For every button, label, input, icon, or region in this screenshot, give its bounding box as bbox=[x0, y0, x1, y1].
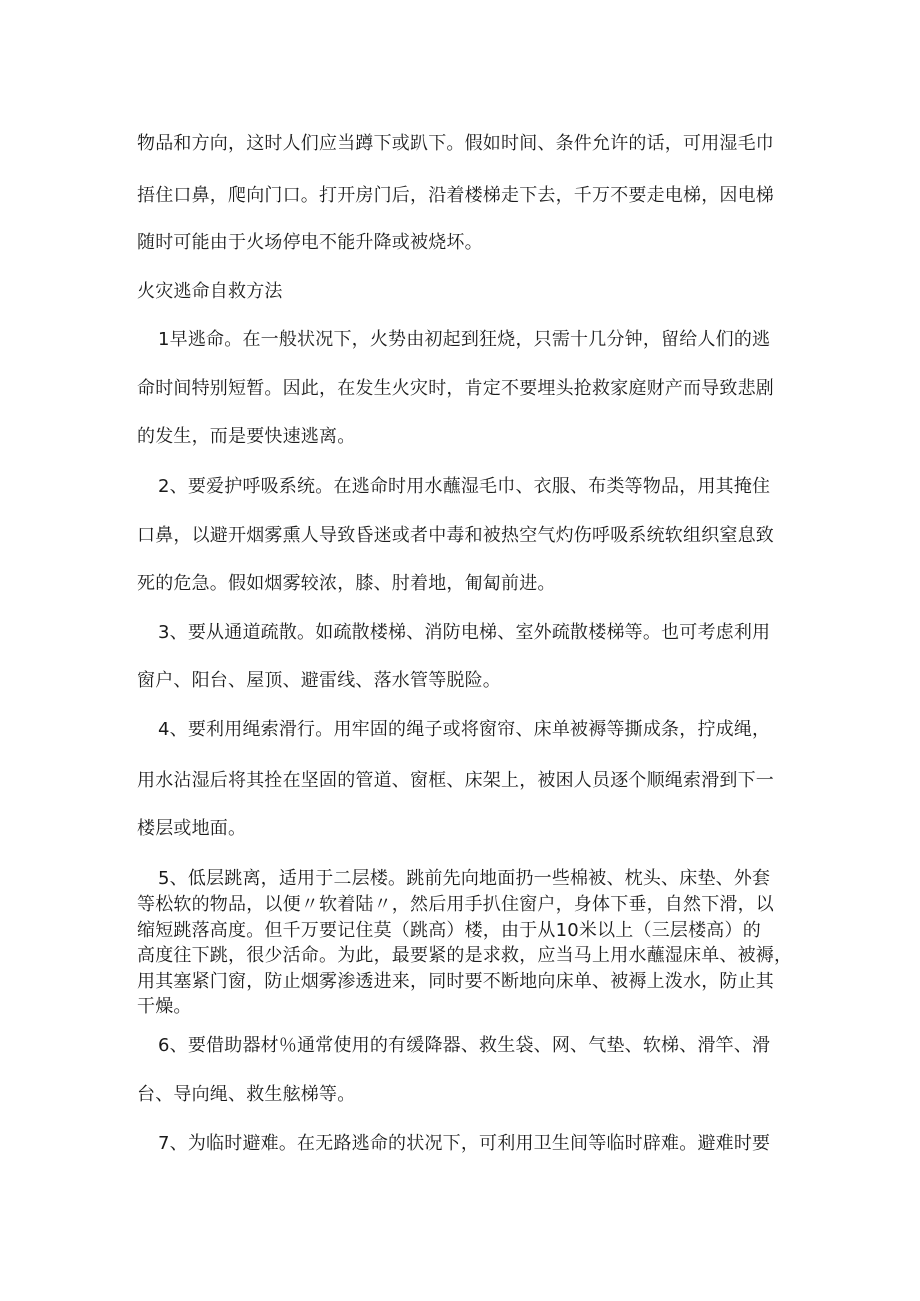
item-3-line-2: 窗户、阳台、屋顶、避雷线、落水管等脱险。 bbox=[137, 670, 501, 691]
item-5-line-5: 用其塞紧门窗，防止烟雾渗透进来，同时要不断地向床单、被褥上泼水，防止其 bbox=[137, 971, 774, 992]
item-1-line-2: 命时间特别短暂。因此，在发生火灾时，肯定不要埋头抢救家庭财产而导致悲剧 bbox=[137, 378, 774, 399]
item-5-line-4: 高度往下跳，很少活命。为此，最要紧的是求救，应当马上用水蘸湿床单、被褥， bbox=[137, 945, 793, 966]
item-6-line-1: 6、要借助器材％通常使用的有缓降器、救生袋、网、气垫、软梯、滑竿、滑 bbox=[158, 1035, 771, 1056]
intro-line-3: 随时可能由于火场停电不能升降或被烧坏。 bbox=[137, 232, 483, 253]
item-5-line-6: 干燥。 bbox=[137, 996, 192, 1017]
item-6-line-2: 台、导向绳、救生舷梯等。 bbox=[137, 1084, 356, 1105]
item-1-line-3: 的发生，而是要快速逃离。 bbox=[137, 426, 356, 447]
item-7-line-1: 7、为临时避难。在无路逃命的状况下，可利用卫生间等临时辟难。避难时要 bbox=[158, 1133, 771, 1154]
item-2-line-2: 口鼻，以避开烟雾熏人导致昏迷或者中毒和被热空气灼伤呼吸系统软组织窒息致 bbox=[137, 525, 774, 546]
item-2-line-1: 2、要爱护呼吸系统。在逃命时用水蘸湿毛巾、衣服、布类等物品，用其掩住 bbox=[158, 476, 771, 497]
item-3-line-1: 3、要从通道疏散。如疏散楼梯、消防电梯、室外疏散楼梯等。也可考虑利用 bbox=[158, 622, 771, 643]
item-4-line-3: 楼层或地面。 bbox=[137, 818, 247, 839]
item-4-line-1: 4、要利用绳索滑行。用牢固的绳子或将窗帘、床单被褥等撕成条，拧成绳， bbox=[158, 719, 771, 740]
section-heading: 火灾逃命自救方法 bbox=[137, 281, 283, 302]
item-2-line-3: 死的危急。假如烟雾较浓，膝、肘着地，匍匐前进。 bbox=[137, 573, 556, 594]
intro-line-1: 物品和方向，这时人们应当蹲下或趴下。假如时间、条件允许的话，可用湿毛巾 bbox=[137, 133, 774, 154]
intro-line-2: 捂住口鼻，爬向门口。打开房门后，沿着楼梯走下去，千万不要走电梯，因电梯 bbox=[137, 185, 774, 206]
item-4-line-2: 用水沾湿后将其拴在坚固的管道、窗框、床架上，被困人员逐个顺绳索滑到下一 bbox=[137, 770, 774, 791]
item-1-line-1: 1早逃命。在一般状况下，火势由初起到狂烧，只需十几分钟，留给人们的逃 bbox=[158, 329, 771, 350]
item-5-line-3: 缩短跳落高度。但千万要记住莫（跳高）楼，由于从10米以上（三层楼高）的 bbox=[137, 920, 761, 941]
item-5-line-1: 5、低层跳离，适用于二层楼。跳前先向地面扔一些棉被、枕头、床垫、外套 bbox=[158, 868, 771, 889]
item-5-line-2: 等松软的物品，以便〃软着陆〃，然后用手扒住窗户，身体下垂，自然下滑，以 bbox=[137, 894, 774, 915]
